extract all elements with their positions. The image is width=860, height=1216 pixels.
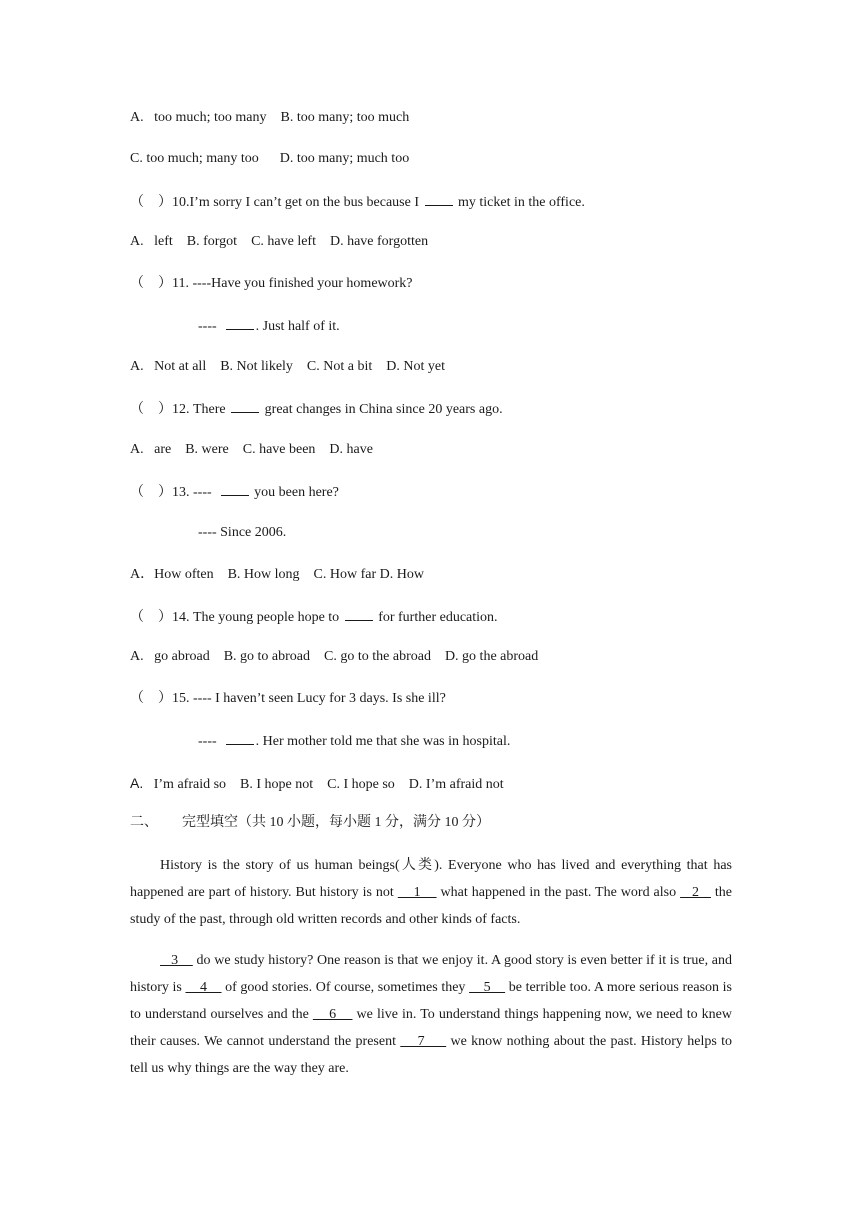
question-10: [130, 192, 585, 212]
answer-blank: [345, 607, 373, 621]
answer-blank: [226, 731, 254, 745]
reply-text: ----: [198, 734, 224, 749]
option-letter: A.: [130, 775, 144, 791]
passage-text: of good stories. Of course, sometimes they: [221, 980, 470, 995]
section-title: 完型填空（共 10 小题，每小题 1 分，满分 10 分）: [182, 815, 490, 830]
option-text: A. left B. forgot C. have left D. have forgotten: [130, 234, 429, 249]
blank-7: 7: [400, 1034, 447, 1049]
question-11: [130, 275, 413, 293]
blank-3: 3: [160, 953, 193, 968]
q14-options: [130, 648, 538, 666]
option-text: A．How often B. How long C. How far D. How: [130, 567, 424, 582]
reply-text: . Her mother told me that she was in hospital.: [255, 734, 511, 749]
blank-4: 4: [185, 980, 222, 995]
q10-options: [130, 233, 428, 251]
question-14: [130, 607, 498, 627]
question-text: （ ）11. ----Have you finished your homework?: [130, 276, 413, 291]
q9-options-line-2: [130, 150, 409, 168]
blank-5: 5: [469, 980, 506, 995]
answer-blank: [425, 192, 453, 206]
q15-reply: [198, 731, 510, 751]
question-13: [130, 482, 339, 502]
option-text: A. too much; too many B. too many; too much: [130, 110, 410, 125]
option-text: A. Not at all B. Not likely C. Not a bit D. Not yet: [130, 359, 445, 374]
q13-options: [130, 566, 424, 584]
question-text: （ ）14. The young people hope to: [130, 610, 343, 625]
blank-2: 2: [680, 885, 711, 900]
question-text: （ ）15. ---- I haven’t seen Lucy for 3 days. Is she ill?: [130, 691, 446, 706]
passage-text: what happened in the past. The word also: [436, 885, 681, 900]
section-heading: [130, 814, 490, 832]
blank-1: 1: [397, 885, 437, 900]
question-text: for further education.: [374, 610, 498, 625]
answer-blank: [221, 482, 249, 496]
answer-blank: [231, 399, 259, 413]
q15-options: [130, 774, 504, 794]
question-15: [130, 690, 446, 708]
question-12: [130, 399, 503, 419]
question-text: （ ）12. There: [130, 402, 230, 417]
passage-paragraph-1: [130, 852, 732, 933]
passage-paragraph-2: [130, 947, 732, 1082]
option-text: A. go abroad B. go to abroad C. go to the abroad D. go the abroad: [130, 649, 539, 664]
passage-text: we know nothing about the past. History helps to tell us why things are the way they are.: [130, 1034, 732, 1076]
q13-reply: [198, 524, 286, 542]
question-text: you been here?: [250, 485, 339, 500]
question-text: （ ）10.I’m sorry I can’t get on the bus because I: [130, 195, 423, 210]
q11-options: [130, 358, 445, 376]
q11-reply: [198, 316, 340, 336]
passage-text: do we study history? One reason is that we enjoy it. A good story is even better if it is true, and history is: [130, 953, 733, 995]
option-text: A. are B. were C. have been D. have: [130, 442, 373, 457]
option-text: C. too much; many too D. too many; much too: [130, 151, 410, 166]
q9-options-line-1: [130, 109, 409, 127]
reply-text: . Just half of it.: [255, 319, 340, 334]
passage-text: be terrible too. A more serious reason is to understand ourselves and the: [130, 980, 733, 1022]
q12-options: [130, 441, 373, 459]
passage-text: the study of the past, through old written records and other kinds of facts.: [130, 885, 733, 927]
blank-6: 6: [312, 1007, 353, 1022]
question-text: great changes in China since 20 years ago.: [261, 402, 503, 417]
section-number: 二、: [130, 815, 158, 830]
option-text: I’m afraid so B. I hope not C. I hope so D. I’m afraid not: [153, 777, 504, 792]
reply-text: ----: [198, 319, 224, 334]
question-text: my ticket in the office.: [454, 195, 585, 210]
answer-blank: [226, 316, 254, 330]
question-text: （ ）13. ----: [130, 485, 219, 500]
passage-text: we live in. To understand things happening now, we need to knew their causes. We cannot understand the present: [130, 1007, 733, 1049]
reply-text: ---- Since 2006.: [198, 525, 287, 540]
passage-text: History is the story of us human beings(人类). Everyone who has lived and everything that has happened are part of history. But history is not: [130, 858, 732, 900]
